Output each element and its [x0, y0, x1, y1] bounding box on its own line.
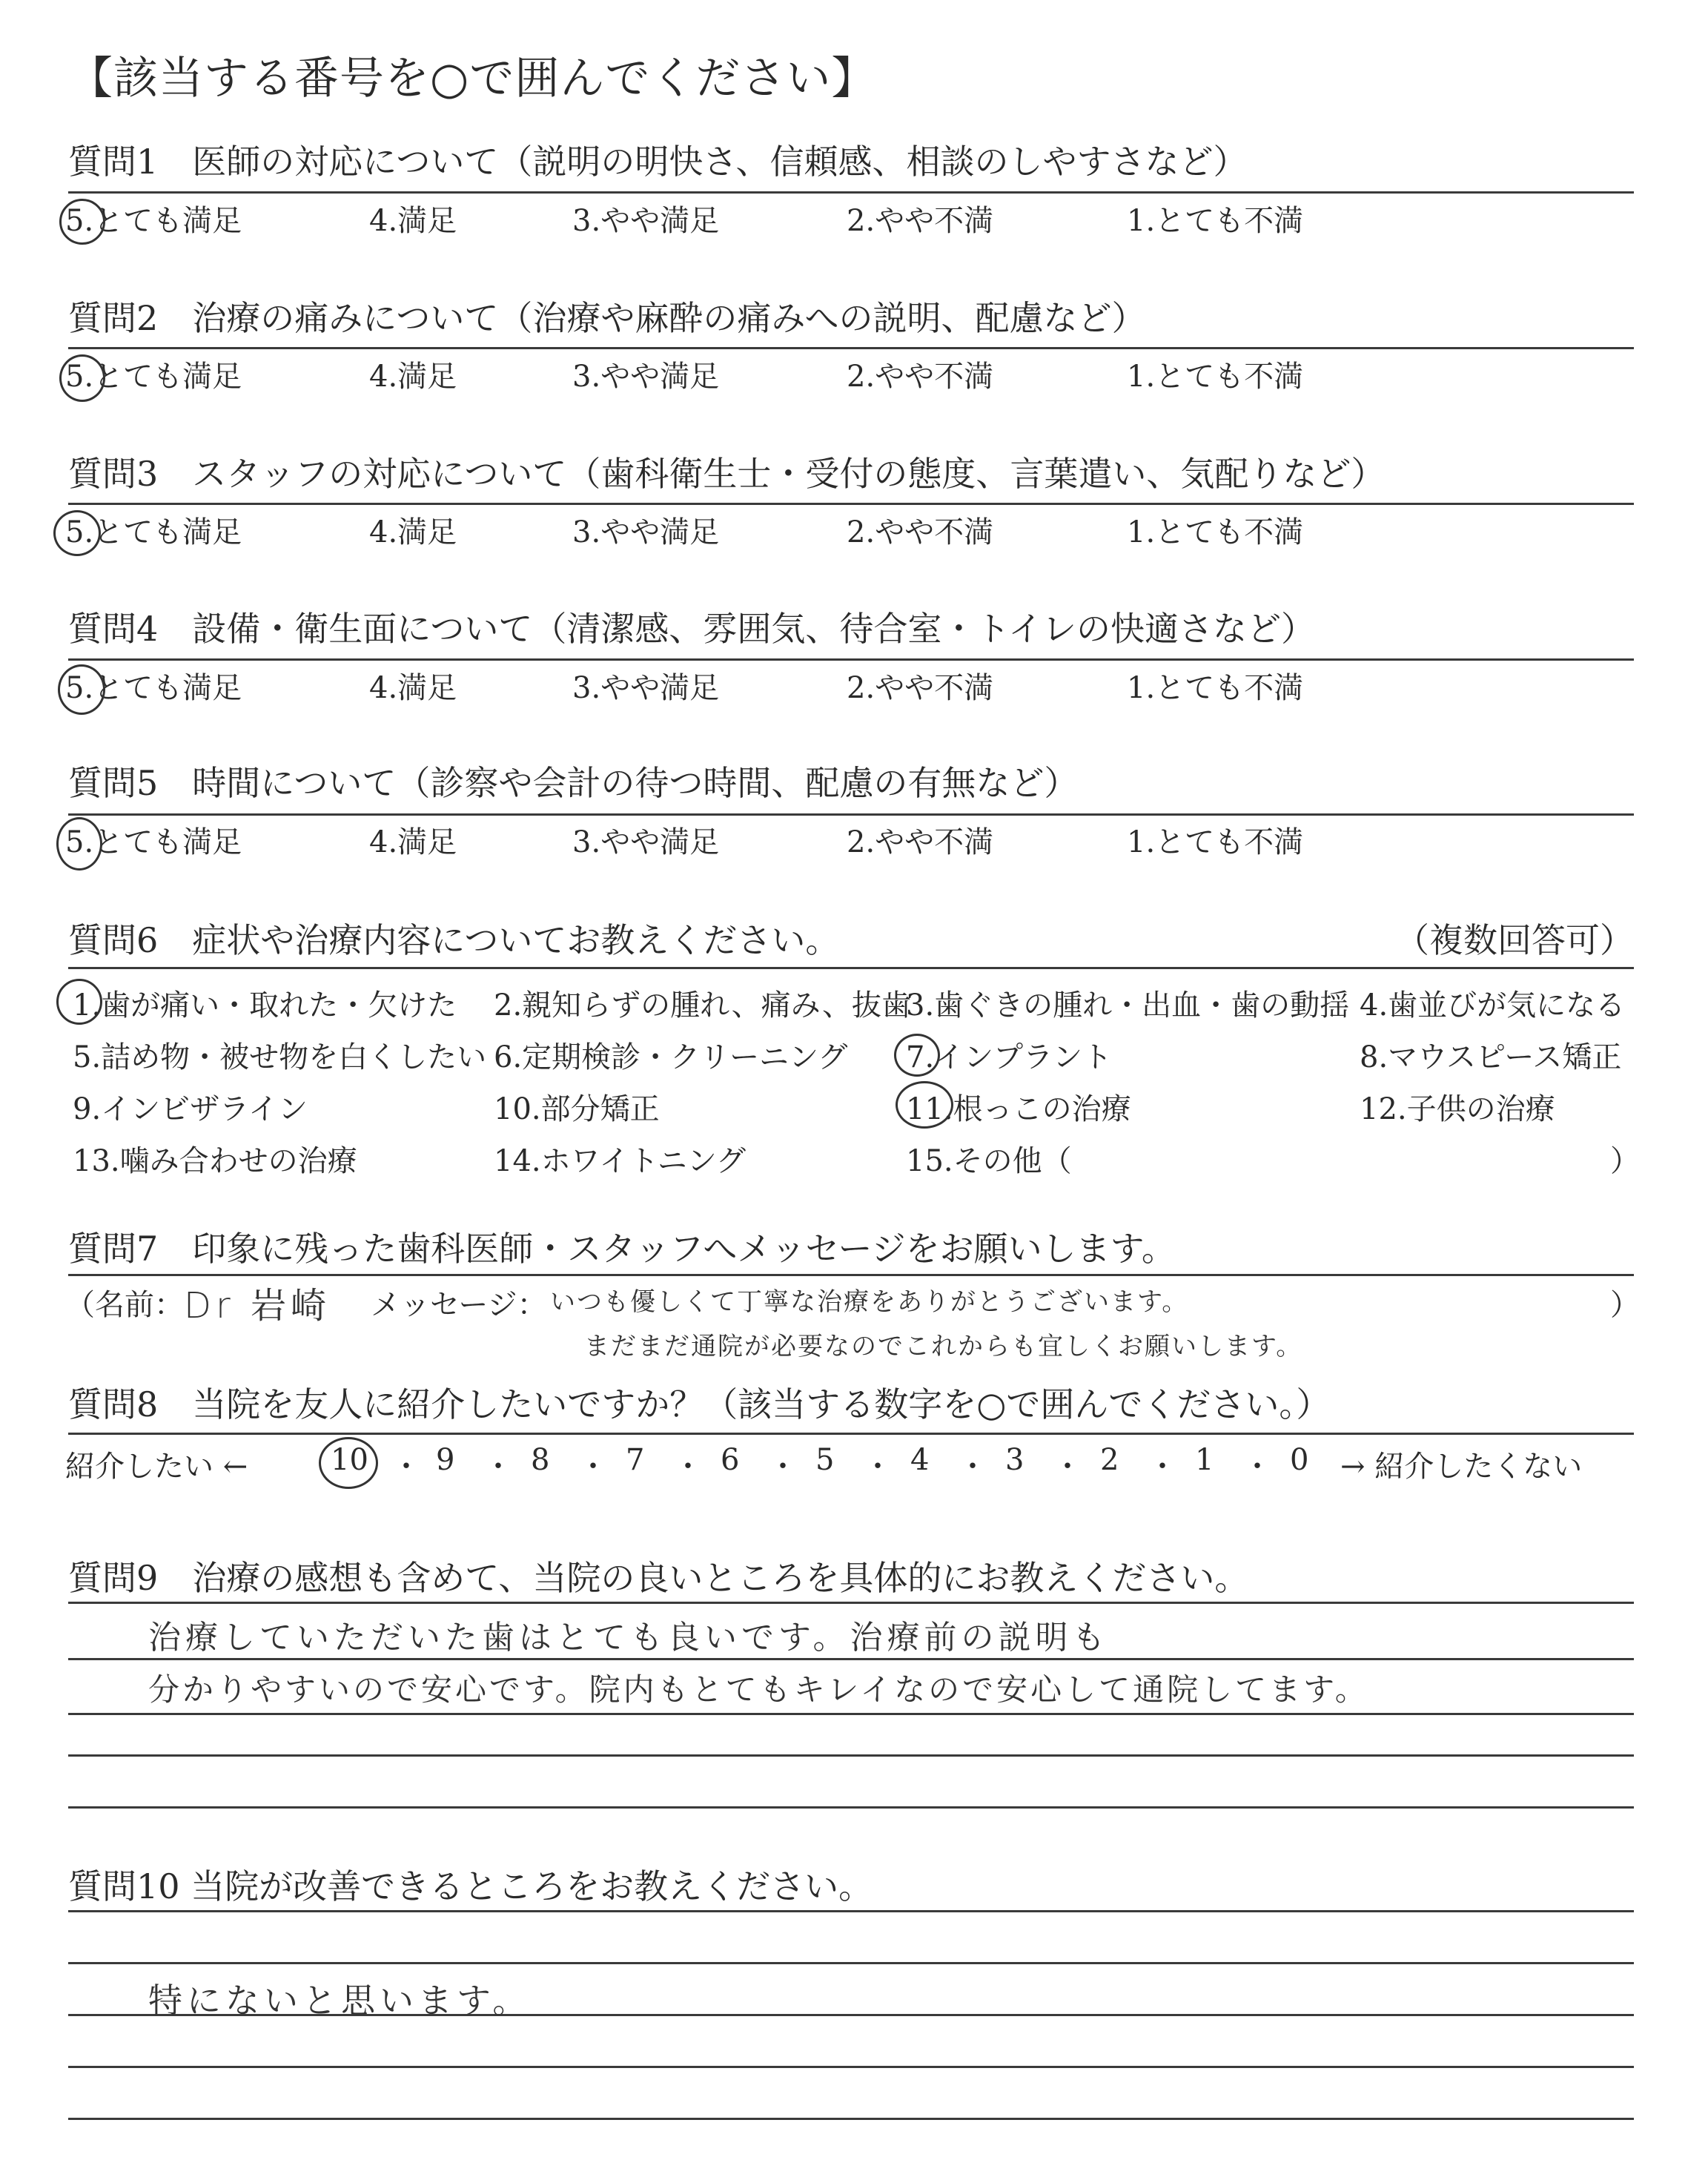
q5-option-4[interactable]: 4.満足: [369, 825, 457, 859]
q4-option-4[interactable]: 4.満足: [369, 671, 457, 705]
question-1-rule: [68, 191, 1634, 194]
q8-selection-circle: [319, 1437, 378, 1489]
q8-right-label: → 紹介したくない: [1340, 1450, 1583, 1484]
question-1-number: 質問1: [68, 142, 159, 182]
q2-option-4[interactable]: 4.満足: [369, 360, 457, 394]
q8-value-5[interactable]: 5: [815, 1443, 835, 1477]
question-3-text: スタッフの対応について（歯科衛生士・受付の態度、言葉遣い、気配りなど）: [192, 454, 1386, 494]
q8-value-8[interactable]: 8: [531, 1443, 550, 1477]
q7-close-paren: ）: [1610, 1288, 1640, 1322]
q8-separator: ・: [1148, 1450, 1177, 1484]
q2-option-5[interactable]: 5.とても満足: [65, 360, 242, 394]
q6-option-8[interactable]: 8.マウスピース矯正: [1360, 1040, 1622, 1074]
q8-separator: ・: [578, 1450, 608, 1484]
question-8-text: 当院を友人に紹介したいですか？（該当する数字を○で囲んでください。）: [192, 1384, 1331, 1424]
question-10-number: 質問10: [68, 1866, 180, 1906]
question-10: [68, 1860, 873, 1909]
q8-value-4[interactable]: 4: [910, 1443, 930, 1477]
question-6-text: 症状や治療内容についてお教えください。: [192, 920, 840, 960]
q1-option-2[interactable]: 2.やや不満: [847, 204, 994, 238]
q6-option-13[interactable]: 13.噛み合わせの治療: [73, 1144, 357, 1178]
q4-option-2[interactable]: 2.やや不満: [847, 671, 994, 705]
q8-separator: ・: [483, 1450, 513, 1484]
q10-answer-rule: [68, 2118, 1634, 2120]
question-10-text: 当院が改善できるところをお教えください。: [191, 1866, 873, 1906]
question-4-number: 質問4: [68, 609, 159, 649]
q8-separator: ・: [958, 1450, 987, 1484]
question-9: [68, 1551, 1248, 1600]
q1-option-1[interactable]: 1.とても不満: [1127, 204, 1304, 238]
q4-option-3[interactable]: 3.やや満足: [572, 671, 720, 705]
q1-option-4[interactable]: 4.満足: [369, 204, 457, 238]
q7-name-value: Dr 岩崎: [184, 1285, 331, 1327]
question-2-number: 質問2: [68, 298, 159, 338]
q7-message-line-1: いつも優しくて丁寧な治療をありがとうございます。: [550, 1287, 1189, 1317]
question-8-rule: [68, 1433, 1634, 1435]
q9-answer-rule: [68, 1806, 1634, 1809]
q6-option-10[interactable]: 10.部分矯正: [494, 1092, 660, 1126]
q6-option-11[interactable]: 11.根っこの治療: [906, 1092, 1131, 1126]
question-9-number: 質問9: [68, 1558, 159, 1598]
q9-answer-rule: [68, 1754, 1634, 1757]
question-8-number: 質問8: [68, 1384, 159, 1424]
q8-value-9[interactable]: 9: [436, 1443, 455, 1477]
q6-option-6[interactable]: 6.定期検診・クリーニング: [494, 1040, 848, 1074]
q2-selection-circle: [59, 354, 105, 402]
q6-selection-circle-7: [894, 1034, 940, 1077]
question-3-rule: [68, 503, 1634, 505]
q3-option-4[interactable]: 4.満足: [369, 515, 457, 549]
q5-option-2[interactable]: 2.やや不満: [847, 825, 994, 859]
q1-selection-circle: [59, 199, 105, 245]
question-2-rule: [68, 347, 1634, 349]
question-6: [68, 914, 839, 962]
q7-name-label: （名前：: [65, 1288, 184, 1322]
q4-option-1[interactable]: 1.とても不満: [1127, 671, 1304, 705]
q5-selection-circle: [56, 817, 102, 871]
question-7-number: 質問7: [68, 1229, 159, 1269]
q9-answer-rule: [68, 1602, 1634, 1604]
q1-option-3[interactable]: 3.やや満足: [572, 204, 720, 238]
question-2-text: 治療の痛みについて（治療や麻酔の痛みへの説明、配慮など）: [192, 298, 1146, 338]
question-7-text: 印象に残った歯科医師・スタッフへメッセージをお願いします。: [192, 1229, 1176, 1269]
q3-selection-circle: [53, 510, 101, 556]
q8-value-0[interactable]: 0: [1290, 1443, 1309, 1477]
q2-option-3[interactable]: 3.やや満足: [572, 360, 720, 394]
q9-answer-rule: [68, 1658, 1634, 1660]
q8-value-6[interactable]: 6: [721, 1443, 740, 1477]
question-5-rule: [68, 813, 1634, 816]
question-4: [68, 602, 1315, 651]
q9-answer-rule: [68, 1713, 1634, 1715]
q6-option-9[interactable]: 9.インビザライン: [73, 1092, 308, 1126]
q10-answer-rule: [68, 1910, 1634, 1912]
q8-separator: ・: [1242, 1450, 1272, 1484]
q3-option-1[interactable]: 1.とても不満: [1127, 515, 1304, 549]
question-7-rule: [68, 1274, 1634, 1276]
q2-option-2[interactable]: 2.やや不満: [847, 360, 994, 394]
q5-option-5[interactable]: 5.とても満足: [65, 825, 242, 859]
q8-value-1[interactable]: 1: [1195, 1443, 1214, 1477]
q6-selection-circle-1: [56, 979, 102, 1025]
question-5: [68, 756, 1078, 805]
q6-option-15[interactable]: 15.その他（: [906, 1144, 1072, 1178]
question-7: [68, 1222, 1176, 1271]
question-8: [68, 1378, 1330, 1427]
q3-option-3[interactable]: 3.やや満足: [572, 515, 720, 549]
question-6-note: （複数回答可）: [1395, 920, 1634, 960]
question-2: [68, 291, 1145, 340]
q1-option-5[interactable]: 5.とても満足: [65, 204, 242, 238]
q6-selection-circle-11: [896, 1081, 953, 1129]
question-4-text: 設備・衛生面について（清潔感、雰囲気、待合室・トイレの快適さなど）: [192, 609, 1316, 649]
question-3: [68, 447, 1385, 496]
q7-message-line-2: まだまだ通院が必要なのでこれからも宜しくお願いします。: [584, 1332, 1303, 1361]
q9-answer-line-1: 治療していただいた歯はとても良いです。治療前の説明も: [148, 1619, 1110, 1657]
question-3-number: 質問3: [68, 454, 159, 494]
page-title: 【該当する番号を○で囲んでください】: [68, 53, 877, 105]
q6-option-7[interactable]: 7.インプラント: [906, 1040, 1113, 1074]
q5-option-1[interactable]: 1.とても不満: [1127, 825, 1304, 859]
q8-separator: ・: [1053, 1450, 1082, 1484]
q8-value-3[interactable]: 3: [1005, 1443, 1025, 1477]
q8-separator: ・: [863, 1450, 893, 1484]
q3-option-5[interactable]: 5.とても満足: [65, 515, 242, 549]
q10-answer-rule: [68, 2066, 1634, 2068]
q6-option-5[interactable]: 5.詰め物・被せ物を白くしたい: [73, 1040, 487, 1074]
q8-separator: ・: [391, 1450, 421, 1484]
q6-option-15-close: ）: [1610, 1144, 1640, 1178]
q8-separator: ・: [768, 1450, 798, 1484]
q8-value-10[interactable]: 10: [331, 1443, 368, 1477]
q6-option-2[interactable]: 2.親知らずの腫れ、痛み、抜歯: [494, 988, 911, 1023]
question-5-number: 質問5: [68, 763, 159, 803]
question-9-text: 治療の感想も含めて、当院の良いところを具体的にお教えください。: [192, 1558, 1249, 1598]
q6-option-1[interactable]: 1.歯が痛い・取れた・欠けた: [73, 988, 457, 1023]
q10-answer-line-1: 特にないと思います。: [148, 1981, 532, 2021]
q3-option-2[interactable]: 2.やや不満: [847, 515, 994, 549]
q2-option-1[interactable]: 1.とても不満: [1127, 360, 1304, 394]
q6-option-4[interactable]: 4.歯並びが気になる: [1360, 988, 1626, 1023]
q8-separator: ・: [673, 1450, 703, 1484]
q8-value-2[interactable]: 2: [1100, 1443, 1119, 1477]
q6-option-12[interactable]: 12.子供の治療: [1360, 1092, 1555, 1126]
question-5-text: 時間について（診察や会計の待つ時間、配慮の有無など）: [192, 763, 1079, 803]
q4-selection-circle: [58, 664, 105, 715]
q5-option-3[interactable]: 3.やや満足: [572, 825, 720, 859]
question-6-number: 質問6: [68, 920, 159, 960]
question-1: [68, 135, 1248, 184]
q8-left-label: 紹介したい ←: [65, 1450, 248, 1484]
q6-option-3[interactable]: 3.歯ぐきの腫れ・出血・歯の動揺: [906, 988, 1350, 1023]
q10-answer-rule: [68, 1962, 1634, 1964]
question-1-text: 医師の対応について（説明の明快さ、信頼感、相談のしやすさなど）: [192, 142, 1248, 182]
q9-answer-line-2: 分かりやすいので安心です。院内もとてもキレイなので安心して通院してます。: [148, 1671, 1369, 1708]
q8-value-7[interactable]: 7: [626, 1443, 645, 1477]
q6-option-14[interactable]: 14.ホワイトニング: [494, 1144, 747, 1178]
question-6-rule: [68, 967, 1634, 969]
question-4-rule: [68, 658, 1634, 661]
q4-option-5[interactable]: 5.とても満足: [65, 671, 242, 705]
q7-message-label: メッセージ：: [371, 1288, 547, 1322]
